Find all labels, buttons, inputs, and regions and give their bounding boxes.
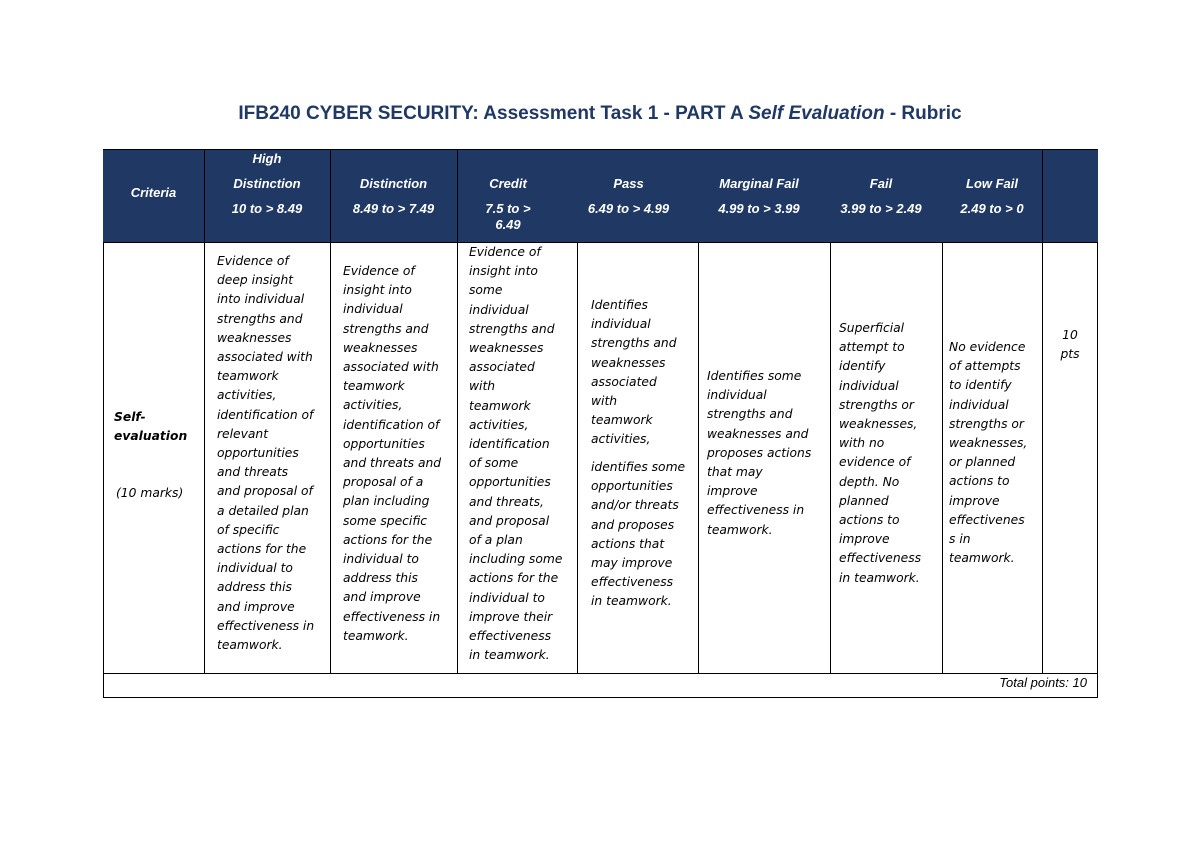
header-d-label: Distinction [359,176,428,191]
column-divider [330,149,331,673]
cell-line: and threats, [469,494,544,509]
cell-line: opportunities [343,436,425,451]
cell-line: effectiveness [591,575,674,590]
cell-line: identify [839,359,886,374]
cell-line: strengths and [591,336,677,351]
cell-line: weaknesses [591,355,666,370]
cell-line: some [469,283,503,298]
cell-line: planned [839,493,889,508]
cell-line: teamwork [343,379,405,394]
cell-line: teamwork. [343,628,409,643]
cell-line: in teamwork. [469,648,550,663]
cell-line: weaknesses [217,330,292,345]
cell-line: identifies some [591,460,686,474]
cell-line: actions for the [217,542,307,557]
cell-line: individual [949,397,1009,412]
cell-line: improve [707,484,758,499]
cell-line: and threats and [343,456,442,471]
cell-line: Evidence of [469,245,541,259]
header-p-label: Pass [613,176,644,191]
cell-points [1042,326,1098,364]
cell-line: may improve [591,556,673,571]
column-divider [457,149,458,673]
cell-line: a detailed plan [217,503,309,518]
header-marginal-fail [698,149,820,243]
cell-line: strengths and [217,311,303,326]
cell-line: effectiveness in [217,618,315,633]
cell-line: of some [469,456,519,471]
header-c-label: Credit [489,176,527,191]
header-f-range: 3.99 to > 2.49 [840,201,922,216]
cell-line: individual to [343,552,419,567]
cell-line: attempt to [839,340,905,355]
header-p-range: 6.49 to > 4.99 [587,201,670,216]
cell-line: individual to [217,561,293,576]
cell-line: weaknesses, [949,436,1028,451]
cell-line: opportunities [469,475,551,490]
header-lf-range: 2.49 to > 0 [960,201,1024,216]
cell-line: deep insight [217,273,294,288]
cell-line: weaknesses [469,341,544,356]
cell-high-distinction [217,252,314,655]
cell-fail [839,319,921,588]
header-lf-label: Low Fail [966,176,1018,191]
cell-line: weaknesses and [707,426,809,441]
cell-line: strengths or [839,397,914,412]
cell-line: proposal of a [343,475,424,490]
cell-line: strengths and [343,321,429,336]
total-points: Total points: 10 [999,675,1087,690]
cell-line: effectiveness in [343,609,441,624]
footer-divider [103,673,1098,674]
header-high-distinction [204,149,330,243]
cell-line: improve [949,493,1000,508]
cell-line: strengths or [949,416,1024,431]
cell-line: identification of [343,417,440,432]
header-low-fail [942,149,1042,243]
header-distinction [330,149,457,243]
cell-line: identification of [217,407,314,422]
cell-line: individual [707,388,767,403]
cell-line: insight into [343,283,412,298]
cell-line: depth. No [839,474,900,489]
cell-line: into individual [217,292,305,307]
cell-line: effectiveness in [707,503,805,518]
cell-line: individual [839,378,899,393]
cell-marginal-fail [707,367,811,540]
title-suffix: - Rubric [884,103,962,124]
cell-line: with no [839,436,885,451]
cell-line: associated with [217,350,313,365]
cell-line: actions to [839,513,900,528]
points-value: 10 [1062,328,1078,342]
cell-line: teamwork. [707,522,773,537]
cell-line: plan including [343,494,430,509]
cell-line: with [469,379,496,394]
cell-line: strengths and [469,321,555,336]
cell-line: or planned [949,455,1016,470]
cell-line: individual [591,317,651,332]
cell-line: teamwork [469,398,531,413]
cell-line: improve [839,532,890,547]
column-divider [1042,149,1043,673]
header-mf-label: Marginal Fail [719,176,799,191]
cell-line: activities, [217,388,277,403]
cell-line: of a plan [469,533,523,548]
column-divider [577,243,578,673]
cell-line: actions for the [343,532,433,547]
cell-line: with [591,394,618,409]
cell-low-fail [949,338,1027,568]
cell-pass-part1 [591,296,677,450]
cell-line: associated [469,360,535,375]
cell-line: weaknesses [343,340,418,355]
cell-line: and improve [343,590,421,605]
cell-distinction [343,262,441,646]
header-hd-line1: High [252,151,282,166]
cell-line: weaknesses, [839,417,918,432]
column-divider [942,243,943,673]
cell-line: strengths and [707,407,793,422]
cell-line: Evidence of [343,264,415,278]
cell-line: actions that [591,536,665,551]
header-f-label: Fail [869,176,893,191]
header-mf-range: 4.99 to > 3.99 [718,201,800,216]
cell-line: teamwork. [217,638,283,653]
header-d-range: 8.49 to > 7.49 [352,201,435,216]
cell-line: of attempts [949,359,1021,374]
header-hd-line2: Distinction [233,176,301,191]
cell-line: No evidence [949,340,1026,354]
points-unit: pts [1060,347,1080,362]
page-title [0,103,1200,125]
cell-line: actions for the [469,571,559,586]
cell-line: some specific [343,513,428,528]
header-pass [559,149,698,243]
criterion-name-line2: evaluation [114,429,188,443]
cell-line: opportunities [591,479,673,494]
cell-line: in teamwork. [839,570,920,585]
cell-line: and improve [217,599,295,614]
title-italic: Self Evaluation [748,103,885,124]
cell-line: Identifies [591,298,648,312]
cell-line: teamwork. [949,551,1015,566]
cell-line: teamwork [591,413,653,428]
cell-line: and/or threats [591,498,679,513]
cell-line: individual [469,302,529,317]
cell-line: associated [591,374,657,389]
header-points [1042,149,1098,243]
cell-line: and proposes [591,517,675,532]
cell-line: address this [343,571,418,586]
cell-line: evidence of [839,455,911,470]
header-criteria-label: Criteria [130,185,177,200]
cell-line: effectiveness [469,629,552,644]
cell-line: associated with [343,360,439,375]
cell-line: Identifies some [707,369,802,383]
cell-credit [469,243,562,665]
cell-line: identification [469,437,550,452]
title-main: IFB240 CYBER SECURITY: Assessment Task 1 - PART A [238,103,749,124]
cell-line: relevant [217,426,269,441]
cell-line: and proposal [469,513,550,528]
cell-line: actions to [949,474,1010,489]
cell-line: individual [343,302,403,317]
column-divider [204,149,205,673]
cell-line: activities, [469,417,529,432]
cell-line: teamwork [217,369,279,384]
cell-line: effectivenes [949,512,1025,527]
cell-line: and threats [217,465,289,480]
cell-line: in teamwork. [591,594,672,609]
header-credit [457,149,559,243]
cell-line: insight into [469,264,538,279]
header-criteria [103,149,204,243]
criterion-marks: (10 marks) [116,486,184,500]
cell-pass-part2 [591,458,685,612]
cell-line: proposes actions [707,445,812,460]
cell-line: effectiveness [839,551,922,566]
cell-line: s in [949,532,971,547]
criterion-name-line1: Self- [114,410,146,424]
cell-line: including some [469,552,563,567]
cell-line: opportunities [217,446,299,461]
cell-line: address this [217,580,292,595]
column-divider [698,243,699,673]
header-c-range2: 6.49 [495,217,521,232]
header-hd-range: 10 to > 8.49 [231,201,303,216]
cell-line: individual to [469,590,545,605]
cell-line: Evidence of [217,254,289,268]
column-divider [830,243,831,673]
cell-line: of specific [217,522,280,537]
cell-line: Superficial [839,321,905,335]
header-c-range1: 7.5 to > [485,201,531,216]
cell-line: activities, [343,398,403,413]
cell-line: activities, [591,432,651,447]
header-fail [820,149,942,243]
cell-line: that may [707,465,763,480]
cell-line: to identify [949,378,1012,393]
cell-line: improve their [469,609,553,624]
cell-line: and proposal of [217,484,313,499]
